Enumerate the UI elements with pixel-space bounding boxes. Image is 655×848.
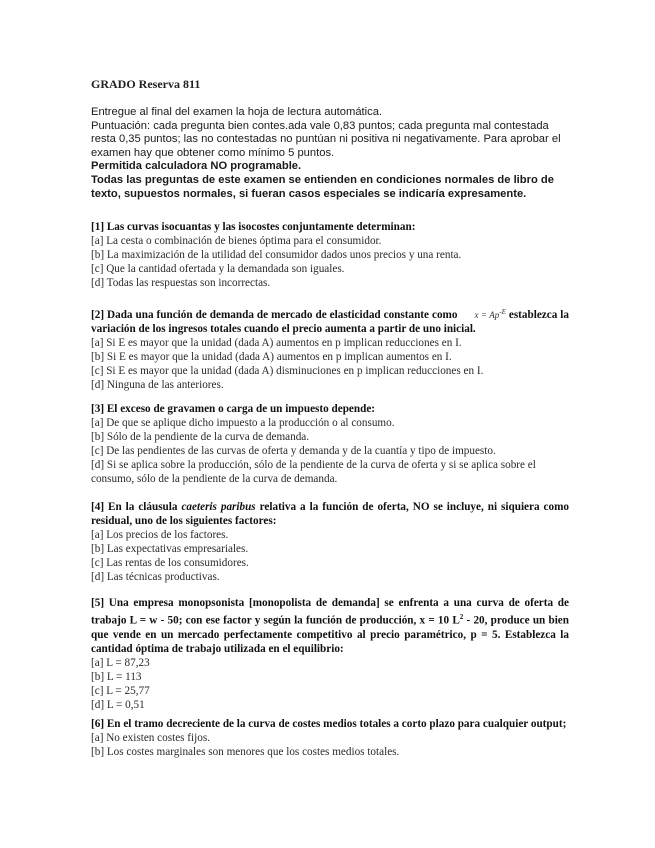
option-a: [a] De que se aplique dicho impuesto a la producción o al consumo. xyxy=(91,417,395,429)
option-b: [b] Sólo de la pendiente de la curva de demanda. xyxy=(91,431,310,443)
option-d: [d] Ninguna de las anteriores. xyxy=(91,379,224,391)
question-title: [1] Las curvas isocuantas y las isocostes conjuntamente determinan: xyxy=(91,221,416,233)
question-title: [3] El exceso de gravamen o carga de un impuesto depende: xyxy=(91,403,376,415)
question-4 xyxy=(91,500,569,584)
exam-header: GRADO Reserva 811 xyxy=(91,77,201,91)
option-a: [a] No existen costes fijos. xyxy=(91,732,210,744)
question-title-text: [5] Una empresa monopsonista [monopolista de demanda] se enfrenta a una curva de oferta de trabajo L = w - 50; con ese factor y según la función de producción, x = 10 L xyxy=(91,597,569,627)
demand-formula xyxy=(474,310,505,320)
question-1 xyxy=(91,220,569,290)
option-a: [a] Los precios de los factores. xyxy=(91,529,229,541)
option-d: [d] Todas las respuestas son incorrectas. xyxy=(91,277,271,289)
instruction-conditions: Todas las preguntas de este examen se entienden en condiciones normales de libro de texto, supuestos normales, si fueran casos especiales se indicaría expresamente. xyxy=(91,173,554,200)
option-b: [b] L = 113 xyxy=(91,670,142,683)
question-3 xyxy=(91,402,569,486)
question-title-continuation: - 20, produce un bien que vende en un mercado perfectamente competitivo al precio paramétrico, p = 5. Establezca la cantidad óptima de trabajo utilizada en el equilibrio: xyxy=(91,614,569,655)
question-title: [6] En el tramo decreciente de la curva de costes medios totales a corto plazo para cualquier output; xyxy=(91,718,567,730)
question-title-text: [4] En la cláusula xyxy=(91,501,178,513)
demand-formula-exponent: -E xyxy=(499,308,506,316)
option-d: [d] L = 0,51 xyxy=(91,698,145,711)
option-b: [b] Las expectativas empresariales. xyxy=(91,543,249,555)
question-title xyxy=(91,305,569,336)
option-a: [a] La cesta o combinación de bienes óptima para el consumidor. xyxy=(91,235,382,247)
instructions-block xyxy=(91,106,571,201)
instruction-answer-sheet: Entregue al final del examen la hoja de lectura automática. xyxy=(91,106,383,118)
instruction-calculator: Permitida calculadora NO programable. xyxy=(91,160,302,173)
question-2 xyxy=(91,305,569,392)
option-d: [d] Si se aplica sobre la producción, sólo de la pendiente de la curva de oferta y si se aplica sobre el consumo, sólo de la pendiente de la curva de demanda. xyxy=(91,459,536,485)
option-c: [c] Las rentas de los consumidores. xyxy=(91,557,249,569)
production-exponent: 2 xyxy=(459,613,464,621)
question-title xyxy=(91,596,569,656)
option-c: [c] Si E es mayor que la unidad (dada A) disminuciones en p implican reducciones en I. xyxy=(91,365,484,377)
option-c: [c] Que la cantidad ofertada y la demandada son iguales. xyxy=(91,263,345,275)
instruction-scoring: Puntuación: cada pregunta bien contes.ada vale 0,83 puntos; cada pregunta mal contestada resta 0,35 puntos; las no contestadas no puntúan ni positiva ni negativamente. Para aprobar el examen hay que obtener como mínimo 5 puntos. xyxy=(91,119,561,159)
question-5 xyxy=(91,596,569,712)
question-title-continuation: establezca la variación de los ingresos totales cuando el precio aumenta a partir de uno inicial. xyxy=(91,309,570,335)
option-c: [c] De las pendientes de las curvas de oferta y demanda y de la cuantía y tipo de impuesto. xyxy=(91,445,496,457)
option-a: [a] L = 87,23 xyxy=(91,656,150,669)
demand-formula-base: x = Ap xyxy=(474,310,500,320)
option-b: [b] Si E es mayor que la unidad (dada A) aumentos en p implican aumentos en I. xyxy=(91,351,452,363)
question-title-text: [2] Dada una función de demanda de mercado de elasticidad constante como xyxy=(91,309,458,321)
question-6 xyxy=(91,717,569,759)
option-b: [b] La maximización de la utilidad del consumidor dados unos precios y una renta. xyxy=(91,249,462,261)
option-b: [b] Los costes marginales son menores que los costes medios totales. xyxy=(91,746,400,758)
question-title xyxy=(91,500,569,528)
option-d: [d] Las técnicas productivas. xyxy=(91,571,220,583)
question-title-italic: caeteris paribus xyxy=(181,501,256,513)
option-c: [c] L = 25,77 xyxy=(91,684,150,697)
question-title-continuation: relativa a la función de oferta, NO se incluye, ni siquiera como residual, uno de los siguientes factores: xyxy=(91,501,570,527)
option-a: [a] Si E es mayor que la unidad (dada A) aumentos en p implican reducciones en I. xyxy=(91,337,462,349)
